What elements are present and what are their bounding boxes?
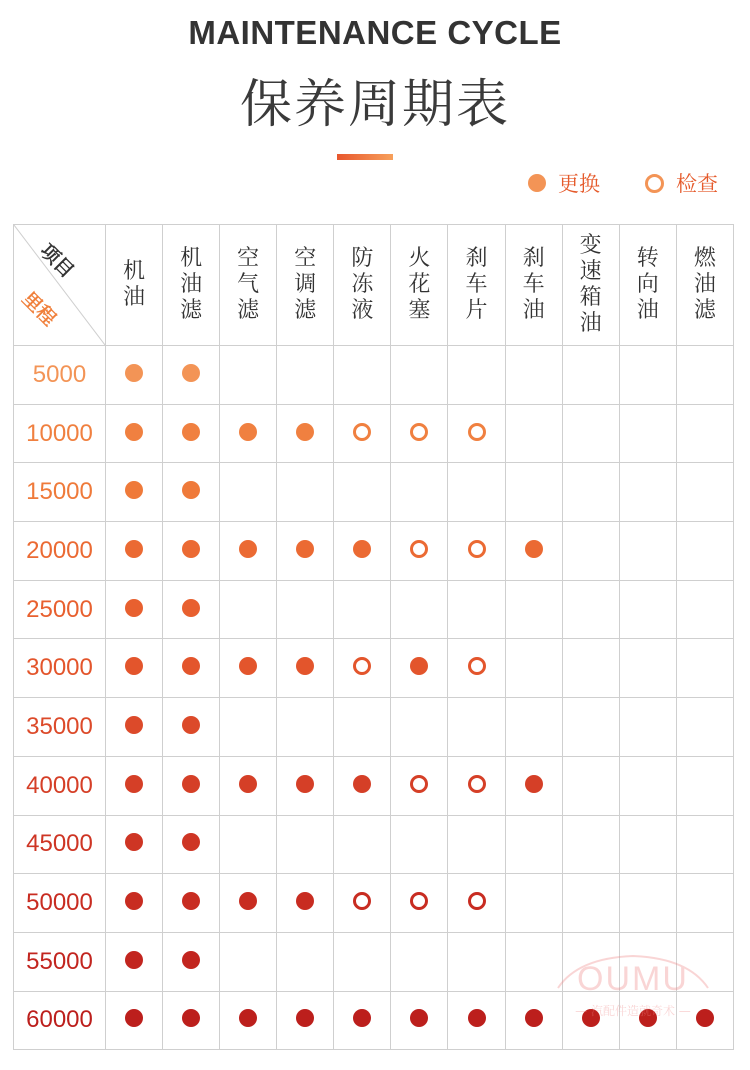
schedule-cell <box>163 756 220 815</box>
replace-dot-icon <box>353 775 371 793</box>
schedule-cell <box>562 874 619 933</box>
title-chinese: 保养周期表 <box>239 75 510 135</box>
schedule-cell <box>106 580 163 639</box>
schedule-cell <box>619 639 676 698</box>
schedule-cell <box>619 463 676 522</box>
schedule-cell <box>220 580 277 639</box>
schedule-cell <box>448 463 505 522</box>
replace-dot-icon <box>239 657 257 675</box>
check-ring-icon <box>353 423 371 441</box>
schedule-cell <box>277 346 334 405</box>
schedule-cell <box>277 463 334 522</box>
schedule-cell <box>562 463 619 522</box>
corner-cell <box>14 225 106 346</box>
legend-replace-label: 更换 <box>558 172 600 196</box>
replace-dot-icon <box>239 775 257 793</box>
replace-dot-icon <box>125 833 143 851</box>
legend-replace <box>528 168 600 198</box>
schedule-cell <box>106 874 163 933</box>
schedule-cell <box>220 874 277 933</box>
schedule-cell <box>619 346 676 405</box>
schedule-cell <box>163 874 220 933</box>
table-body <box>14 346 734 1050</box>
column-header-label: 转向油 <box>636 246 659 323</box>
schedule-cell <box>505 815 562 874</box>
column-header-label: 刹车片 <box>465 246 488 323</box>
check-ring-icon <box>410 892 428 910</box>
schedule-cell <box>277 874 334 933</box>
replace-dot-icon <box>125 1009 143 1027</box>
replace-dot-icon <box>296 423 314 441</box>
check-ring-icon <box>468 657 486 675</box>
schedule-cell <box>220 815 277 874</box>
schedule-cell <box>391 346 448 405</box>
column-header-label: 空调滤 <box>294 246 317 323</box>
schedule-cell <box>163 991 220 1050</box>
watermark-brand: OUMU <box>577 960 689 998</box>
legend-check-label: 检查 <box>676 172 718 196</box>
replace-dot-icon <box>353 540 371 558</box>
schedule-cell <box>391 756 448 815</box>
schedule-cell <box>106 991 163 1050</box>
title-english: MAINTENANCE CYCLE <box>188 14 562 51</box>
schedule-cell <box>163 639 220 698</box>
schedule-cell <box>277 932 334 991</box>
replace-dot-icon <box>182 599 200 617</box>
schedule-cell <box>220 991 277 1050</box>
table-row <box>14 639 734 698</box>
replace-dot-icon <box>296 657 314 675</box>
schedule-cell <box>448 522 505 581</box>
column-header-label: 机油 <box>123 259 146 310</box>
schedule-cell <box>676 463 733 522</box>
schedule-cell <box>277 404 334 463</box>
replace-dot-icon <box>182 716 200 734</box>
replace-dot-icon <box>125 481 143 499</box>
maintenance-table <box>13 224 734 1050</box>
mileage-cell: 40000 <box>14 756 106 815</box>
replace-dot-icon <box>182 775 200 793</box>
schedule-cell <box>562 698 619 757</box>
schedule-cell <box>562 580 619 639</box>
replace-dot-icon <box>125 599 143 617</box>
schedule-cell <box>277 522 334 581</box>
schedule-cell <box>505 580 562 639</box>
schedule-cell <box>163 522 220 581</box>
replace-dot-icon <box>468 1009 486 1027</box>
column-header-label: 火花塞 <box>408 246 431 323</box>
mileage-cell: 30000 <box>14 639 106 698</box>
schedule-cell <box>334 522 391 581</box>
schedule-cell <box>619 815 676 874</box>
mileage-cell: 25000 <box>14 580 106 639</box>
table-row <box>14 756 734 815</box>
schedule-cell <box>448 756 505 815</box>
schedule-cell <box>505 522 562 581</box>
schedule-cell <box>106 756 163 815</box>
replace-dot-icon <box>410 657 428 675</box>
schedule-cell <box>562 404 619 463</box>
mileage-cell: 20000 <box>14 522 106 581</box>
schedule-cell <box>505 463 562 522</box>
replace-dot-icon <box>125 657 143 675</box>
column-header-label: 燃油滤 <box>693 246 716 323</box>
replace-dot-icon <box>125 775 143 793</box>
schedule-cell <box>106 404 163 463</box>
schedule-cell <box>448 346 505 405</box>
column-header-label: 空气滤 <box>237 246 260 323</box>
schedule-cell <box>277 698 334 757</box>
schedule-cell <box>391 404 448 463</box>
schedule-cell <box>619 756 676 815</box>
schedule-cell <box>562 639 619 698</box>
schedule-cell <box>277 756 334 815</box>
schedule-cell <box>505 346 562 405</box>
schedule-cell <box>163 932 220 991</box>
schedule-cell <box>676 698 733 757</box>
schedule-cell <box>505 698 562 757</box>
watermark <box>548 948 718 1028</box>
schedule-cell <box>448 698 505 757</box>
schedule-cell <box>391 815 448 874</box>
schedule-cell <box>448 404 505 463</box>
column-header <box>163 225 220 346</box>
schedule-cell <box>676 874 733 933</box>
replace-dot-icon <box>239 1009 257 1027</box>
schedule-cell <box>334 463 391 522</box>
mileage-cell: 55000 <box>14 932 106 991</box>
schedule-cell <box>562 346 619 405</box>
column-header <box>619 225 676 346</box>
schedule-cell <box>448 580 505 639</box>
check-ring-icon <box>468 892 486 910</box>
column-header <box>448 225 505 346</box>
replace-dot-icon <box>353 1009 371 1027</box>
column-header-label: 刹车油 <box>522 246 545 323</box>
schedule-cell <box>448 874 505 933</box>
replace-dot-icon <box>296 892 314 910</box>
schedule-cell <box>106 463 163 522</box>
schedule-cell <box>220 404 277 463</box>
schedule-cell <box>334 580 391 639</box>
schedule-cell <box>220 932 277 991</box>
mileage-cell: 45000 <box>14 815 106 874</box>
column-header <box>562 225 619 346</box>
schedule-cell <box>391 580 448 639</box>
schedule-cell <box>220 522 277 581</box>
schedule-cell <box>391 874 448 933</box>
schedule-cell <box>277 639 334 698</box>
schedule-cell <box>505 404 562 463</box>
schedule-cell <box>448 639 505 698</box>
schedule-cell <box>334 639 391 698</box>
hollow-circle-icon <box>645 174 664 193</box>
replace-dot-icon <box>525 1009 543 1027</box>
schedule-cell <box>448 991 505 1050</box>
watermark-tagline: — 汽配件造就奇术 — <box>575 1004 691 1018</box>
schedule-cell <box>676 404 733 463</box>
replace-dot-icon <box>125 423 143 441</box>
check-ring-icon <box>468 775 486 793</box>
mileage-cell: 5000 <box>14 346 106 405</box>
replace-dot-icon <box>182 657 200 675</box>
mileage-cell: 10000 <box>14 404 106 463</box>
check-ring-icon <box>410 423 428 441</box>
schedule-cell <box>334 404 391 463</box>
replace-dot-icon <box>182 364 200 382</box>
replace-dot-icon <box>296 1009 314 1027</box>
corner-item-label: 项目 <box>35 239 79 283</box>
column-header-label: 防冻液 <box>351 246 374 323</box>
schedule-cell <box>619 698 676 757</box>
schedule-cell <box>562 815 619 874</box>
schedule-cell <box>391 463 448 522</box>
schedule-cell <box>619 522 676 581</box>
replace-dot-icon <box>410 1009 428 1027</box>
schedule-cell <box>106 815 163 874</box>
column-header <box>391 225 448 346</box>
replace-dot-icon <box>182 540 200 558</box>
replace-dot-icon <box>296 540 314 558</box>
filled-circle-icon <box>528 174 546 192</box>
schedule-cell <box>334 991 391 1050</box>
replace-dot-icon <box>182 1009 200 1027</box>
column-header <box>676 225 733 346</box>
replace-dot-icon <box>182 481 200 499</box>
schedule-cell <box>505 756 562 815</box>
replace-dot-icon <box>125 892 143 910</box>
replace-dot-icon <box>182 951 200 969</box>
schedule-cell <box>106 698 163 757</box>
replace-dot-icon <box>525 540 543 558</box>
replace-dot-icon <box>125 951 143 969</box>
replace-dot-icon <box>182 423 200 441</box>
schedule-cell <box>391 639 448 698</box>
title-underline <box>337 154 393 160</box>
schedule-cell <box>676 756 733 815</box>
schedule-cell <box>334 932 391 991</box>
replace-dot-icon <box>239 540 257 558</box>
legend-check <box>645 168 718 198</box>
mileage-cell: 50000 <box>14 874 106 933</box>
table-row <box>14 698 734 757</box>
schedule-cell <box>220 698 277 757</box>
schedule-cell <box>676 815 733 874</box>
check-ring-icon <box>468 540 486 558</box>
schedule-cell <box>619 874 676 933</box>
schedule-cell <box>220 463 277 522</box>
corner-mileage-label: 里程 <box>17 287 61 331</box>
table-row <box>14 580 734 639</box>
replace-dot-icon <box>182 892 200 910</box>
check-ring-icon <box>353 657 371 675</box>
schedule-cell <box>163 580 220 639</box>
table-row <box>14 874 734 933</box>
mileage-cell: 35000 <box>14 698 106 757</box>
mileage-cell: 15000 <box>14 463 106 522</box>
check-ring-icon <box>468 423 486 441</box>
schedule-cell <box>505 639 562 698</box>
table-row <box>14 346 734 405</box>
check-ring-icon <box>410 775 428 793</box>
schedule-cell <box>334 346 391 405</box>
check-ring-icon <box>410 540 428 558</box>
table-row <box>14 522 734 581</box>
schedule-cell <box>106 346 163 405</box>
replace-dot-icon <box>125 540 143 558</box>
schedule-cell <box>676 346 733 405</box>
column-header <box>505 225 562 346</box>
schedule-cell <box>163 698 220 757</box>
mileage-cell: 60000 <box>14 991 106 1050</box>
table-row <box>14 815 734 874</box>
table-row <box>14 404 734 463</box>
column-header <box>106 225 163 346</box>
schedule-cell <box>277 815 334 874</box>
column-header-label: 变速箱油 <box>579 233 602 336</box>
replace-dot-icon <box>182 833 200 851</box>
schedule-cell <box>391 522 448 581</box>
table-row <box>14 463 734 522</box>
replace-dot-icon <box>239 892 257 910</box>
schedule-cell <box>106 932 163 991</box>
schedule-cell <box>619 580 676 639</box>
replace-dot-icon <box>525 775 543 793</box>
column-header <box>277 225 334 346</box>
schedule-cell <box>163 815 220 874</box>
replace-dot-icon <box>125 364 143 382</box>
schedule-cell <box>220 639 277 698</box>
schedule-cell <box>334 874 391 933</box>
table-header-row <box>14 225 734 346</box>
replace-dot-icon <box>296 775 314 793</box>
schedule-cell <box>220 346 277 405</box>
schedule-cell <box>391 698 448 757</box>
schedule-cell <box>163 346 220 405</box>
schedule-cell <box>106 639 163 698</box>
schedule-cell <box>676 580 733 639</box>
column-header <box>334 225 391 346</box>
schedule-cell <box>619 404 676 463</box>
column-header <box>220 225 277 346</box>
schedule-cell <box>334 815 391 874</box>
replace-dot-icon <box>239 423 257 441</box>
schedule-cell <box>562 522 619 581</box>
schedule-cell <box>106 522 163 581</box>
schedule-cell <box>391 932 448 991</box>
check-ring-icon <box>353 892 371 910</box>
schedule-cell <box>220 756 277 815</box>
schedule-cell <box>163 404 220 463</box>
column-header-label: 机油滤 <box>180 246 203 323</box>
schedule-cell <box>505 874 562 933</box>
schedule-cell <box>163 463 220 522</box>
schedule-cell <box>448 815 505 874</box>
schedule-cell <box>448 932 505 991</box>
schedule-cell <box>334 756 391 815</box>
schedule-cell <box>277 991 334 1050</box>
schedule-cell <box>391 991 448 1050</box>
schedule-cell <box>676 522 733 581</box>
schedule-cell <box>562 756 619 815</box>
schedule-cell <box>277 580 334 639</box>
schedule-cell <box>676 639 733 698</box>
schedule-cell <box>334 698 391 757</box>
replace-dot-icon <box>125 716 143 734</box>
